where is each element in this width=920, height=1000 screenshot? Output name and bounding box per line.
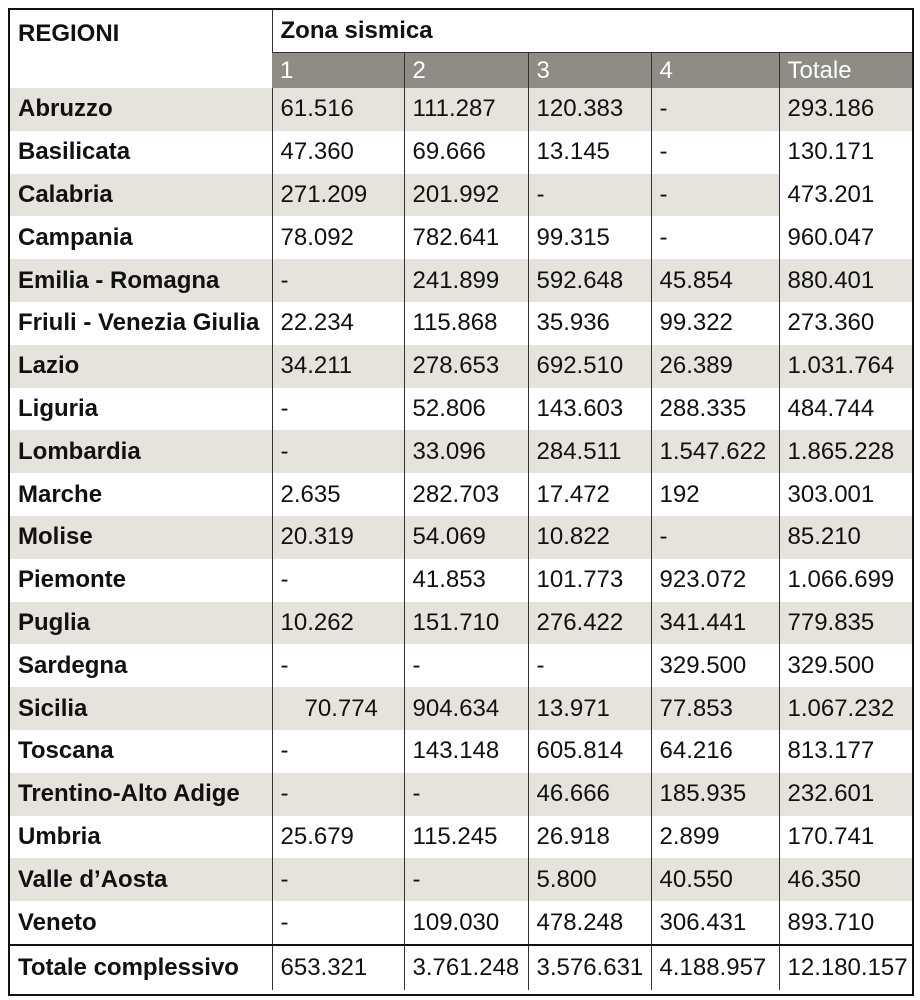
zone-2-value: -	[404, 858, 528, 901]
region-name: Calabria	[10, 174, 272, 217]
zone-1-value: 271.209	[272, 174, 404, 217]
region-name: Marche	[10, 473, 272, 516]
zone-3-value: 276.422	[528, 602, 651, 645]
zone-3-value: 99.315	[528, 216, 651, 259]
table-row	[10, 302, 914, 345]
total-value: 1.031.764	[779, 345, 914, 388]
zone-2-value: 54.069	[404, 516, 528, 559]
region-name: Umbria	[10, 816, 272, 859]
region-name: Piemonte	[10, 559, 272, 602]
zone-3-value: 5.800	[528, 858, 651, 901]
grand-total-value: 12.180.157	[779, 945, 914, 990]
zone-1-value: -	[272, 730, 404, 773]
total-value: 232.601	[779, 773, 914, 816]
total-value: 130.171	[779, 131, 914, 174]
table-row	[10, 730, 914, 773]
zone-1-value: -	[272, 430, 404, 473]
table-row	[10, 388, 914, 431]
column-header-zone-3: 3	[528, 53, 651, 89]
zone-4-value: 45.854	[651, 259, 779, 302]
zone-1-value: 70.774	[272, 687, 404, 730]
region-name: Toscana	[10, 730, 272, 773]
zone-3-value: 35.936	[528, 302, 651, 345]
table-row	[10, 345, 914, 388]
grand-total-zone-2: 3.761.248	[404, 945, 528, 990]
total-value: 273.360	[779, 302, 914, 345]
zone-1-value: 10.262	[272, 602, 404, 645]
zone-4-value: 329.500	[651, 644, 779, 687]
grand-total-zone-1: 653.321	[272, 945, 404, 990]
zone-1-value: -	[272, 559, 404, 602]
region-name: Puglia	[10, 602, 272, 645]
column-header-zone-4: 4	[651, 53, 779, 89]
total-value: 1.865.228	[779, 430, 914, 473]
total-value: 170.741	[779, 816, 914, 859]
zone-2-value: 201.992	[404, 174, 528, 217]
zone-2-value: 278.653	[404, 345, 528, 388]
zone-4-value: 26.389	[651, 345, 779, 388]
column-header-total: Totale	[779, 53, 914, 89]
total-value: 1.066.699	[779, 559, 914, 602]
table-row	[10, 430, 914, 473]
total-value: 484.744	[779, 388, 914, 431]
zone-1-value: -	[272, 901, 404, 945]
zone-3-value: 592.648	[528, 259, 651, 302]
table-row	[10, 644, 914, 687]
zone-1-value: 25.679	[272, 816, 404, 859]
zone-2-value: 115.868	[404, 302, 528, 345]
zone-3-value: 10.822	[528, 516, 651, 559]
zone-1-value: -	[272, 259, 404, 302]
table-row	[10, 216, 914, 259]
region-name: Sardegna	[10, 644, 272, 687]
table-row	[10, 602, 914, 645]
zone-2-value: 111.287	[404, 88, 528, 131]
zone-1-value: -	[272, 858, 404, 901]
region-name: Lazio	[10, 345, 272, 388]
region-name: Friuli - Venezia Giulia	[10, 302, 272, 345]
zone-4-value: 99.322	[651, 302, 779, 345]
zone-2-value: 52.806	[404, 388, 528, 431]
region-name: Basilicata	[10, 131, 272, 174]
zone-1-value: 2.635	[272, 473, 404, 516]
zone-4-value: -	[651, 516, 779, 559]
zone-4-value: 1.547.622	[651, 430, 779, 473]
zone-4-value: -	[651, 88, 779, 131]
zone-4-value: -	[651, 216, 779, 259]
zone-4-value: 185.935	[651, 773, 779, 816]
zone-4-value: 2.899	[651, 816, 779, 859]
zone-3-value: 46.666	[528, 773, 651, 816]
zone-3-value: -	[528, 644, 651, 687]
zone-3-value: 120.383	[528, 88, 651, 131]
zone-3-value: 478.248	[528, 901, 651, 945]
seismic-zone-table-frame	[8, 8, 914, 996]
zone-1-value: 61.516	[272, 88, 404, 131]
zone-2-value: 143.148	[404, 730, 528, 773]
total-value: 960.047	[779, 216, 914, 259]
zone-4-value: 40.550	[651, 858, 779, 901]
table-row	[10, 131, 914, 174]
regions-header: REGIONI	[10, 10, 272, 88]
total-value: 473.201	[779, 174, 914, 217]
zone-2-value: 115.245	[404, 816, 528, 859]
region-name: Emilia - Romagna	[10, 259, 272, 302]
table-row	[10, 559, 914, 602]
zone-2-value: 69.666	[404, 131, 528, 174]
zone-3-value: 692.510	[528, 345, 651, 388]
total-value: 303.001	[779, 473, 914, 516]
zone-3-value: 101.773	[528, 559, 651, 602]
zone-1-value: -	[272, 644, 404, 687]
total-value: 893.710	[779, 901, 914, 945]
zone-2-value: 109.030	[404, 901, 528, 945]
zone-3-value: 13.971	[528, 687, 651, 730]
zone-2-value: 241.899	[404, 259, 528, 302]
table-row	[10, 174, 914, 217]
zone-1-value: -	[272, 773, 404, 816]
zone-3-value: 13.145	[528, 131, 651, 174]
zone-3-value: 17.472	[528, 473, 651, 516]
zone-4-value: 923.072	[651, 559, 779, 602]
table-row	[10, 816, 914, 859]
region-name: Liguria	[10, 388, 272, 431]
zone-1-value: 47.360	[272, 131, 404, 174]
table-row	[10, 259, 914, 302]
zone-2-value: -	[404, 644, 528, 687]
grand-total-zone-3: 3.576.631	[528, 945, 651, 990]
zone-3-value: 143.603	[528, 388, 651, 431]
zone-1-value: 22.234	[272, 302, 404, 345]
total-value: 46.350	[779, 858, 914, 901]
table-row	[10, 901, 914, 945]
total-value: 813.177	[779, 730, 914, 773]
grand-total-label: Totale complessivo	[10, 945, 272, 990]
zone-4-value: 341.441	[651, 602, 779, 645]
zone-3-value: 284.511	[528, 430, 651, 473]
table-row	[10, 473, 914, 516]
table-row	[10, 858, 914, 901]
zone-4-value: 64.216	[651, 730, 779, 773]
total-value: 293.186	[779, 88, 914, 131]
zone-2-value: 151.710	[404, 602, 528, 645]
total-value: 779.835	[779, 602, 914, 645]
table-row	[10, 773, 914, 816]
region-name: Sicilia	[10, 687, 272, 730]
zone-2-value: 33.096	[404, 430, 528, 473]
zone-4-value: -	[651, 174, 779, 217]
column-header-zone-1: 1	[272, 53, 404, 89]
table-row	[10, 687, 914, 730]
zone-4-value: -	[651, 131, 779, 174]
zone-3-value: 605.814	[528, 730, 651, 773]
region-name: Abruzzo	[10, 88, 272, 131]
zone-4-value: 77.853	[651, 687, 779, 730]
zone-4-value: 192	[651, 473, 779, 516]
region-name: Trentino-Alto Adige	[10, 773, 272, 816]
column-header-zone-2: 2	[404, 53, 528, 89]
zone-3-value: -	[528, 174, 651, 217]
region-name: Campania	[10, 216, 272, 259]
zone-2-value: 41.853	[404, 559, 528, 602]
region-name: Veneto	[10, 901, 272, 945]
zone-1-value: 78.092	[272, 216, 404, 259]
seismic-zone-table	[10, 10, 914, 990]
region-name: Molise	[10, 516, 272, 559]
total-value: 880.401	[779, 259, 914, 302]
zone-1-value: 20.319	[272, 516, 404, 559]
total-value: 1.067.232	[779, 687, 914, 730]
zone-3-value: 26.918	[528, 816, 651, 859]
total-value: 85.210	[779, 516, 914, 559]
grand-total-zone-4: 4.188.957	[651, 945, 779, 990]
header-row	[10, 10, 914, 53]
region-name: Lombardia	[10, 430, 272, 473]
zone-2-value: 282.703	[404, 473, 528, 516]
zone-1-value: -	[272, 388, 404, 431]
zone-2-value: -	[404, 773, 528, 816]
zone-4-value: 306.431	[651, 901, 779, 945]
table-row	[10, 516, 914, 559]
region-name: Valle d’Aosta	[10, 858, 272, 901]
zone-2-value: 782.641	[404, 216, 528, 259]
total-value: 329.500	[779, 644, 914, 687]
zone-header: Zona sismica	[272, 10, 914, 53]
table-row	[10, 88, 914, 131]
zone-2-value: 904.634	[404, 687, 528, 730]
grand-total-row	[10, 945, 914, 990]
zone-4-value: 288.335	[651, 388, 779, 431]
zone-1-value: 34.211	[272, 345, 404, 388]
